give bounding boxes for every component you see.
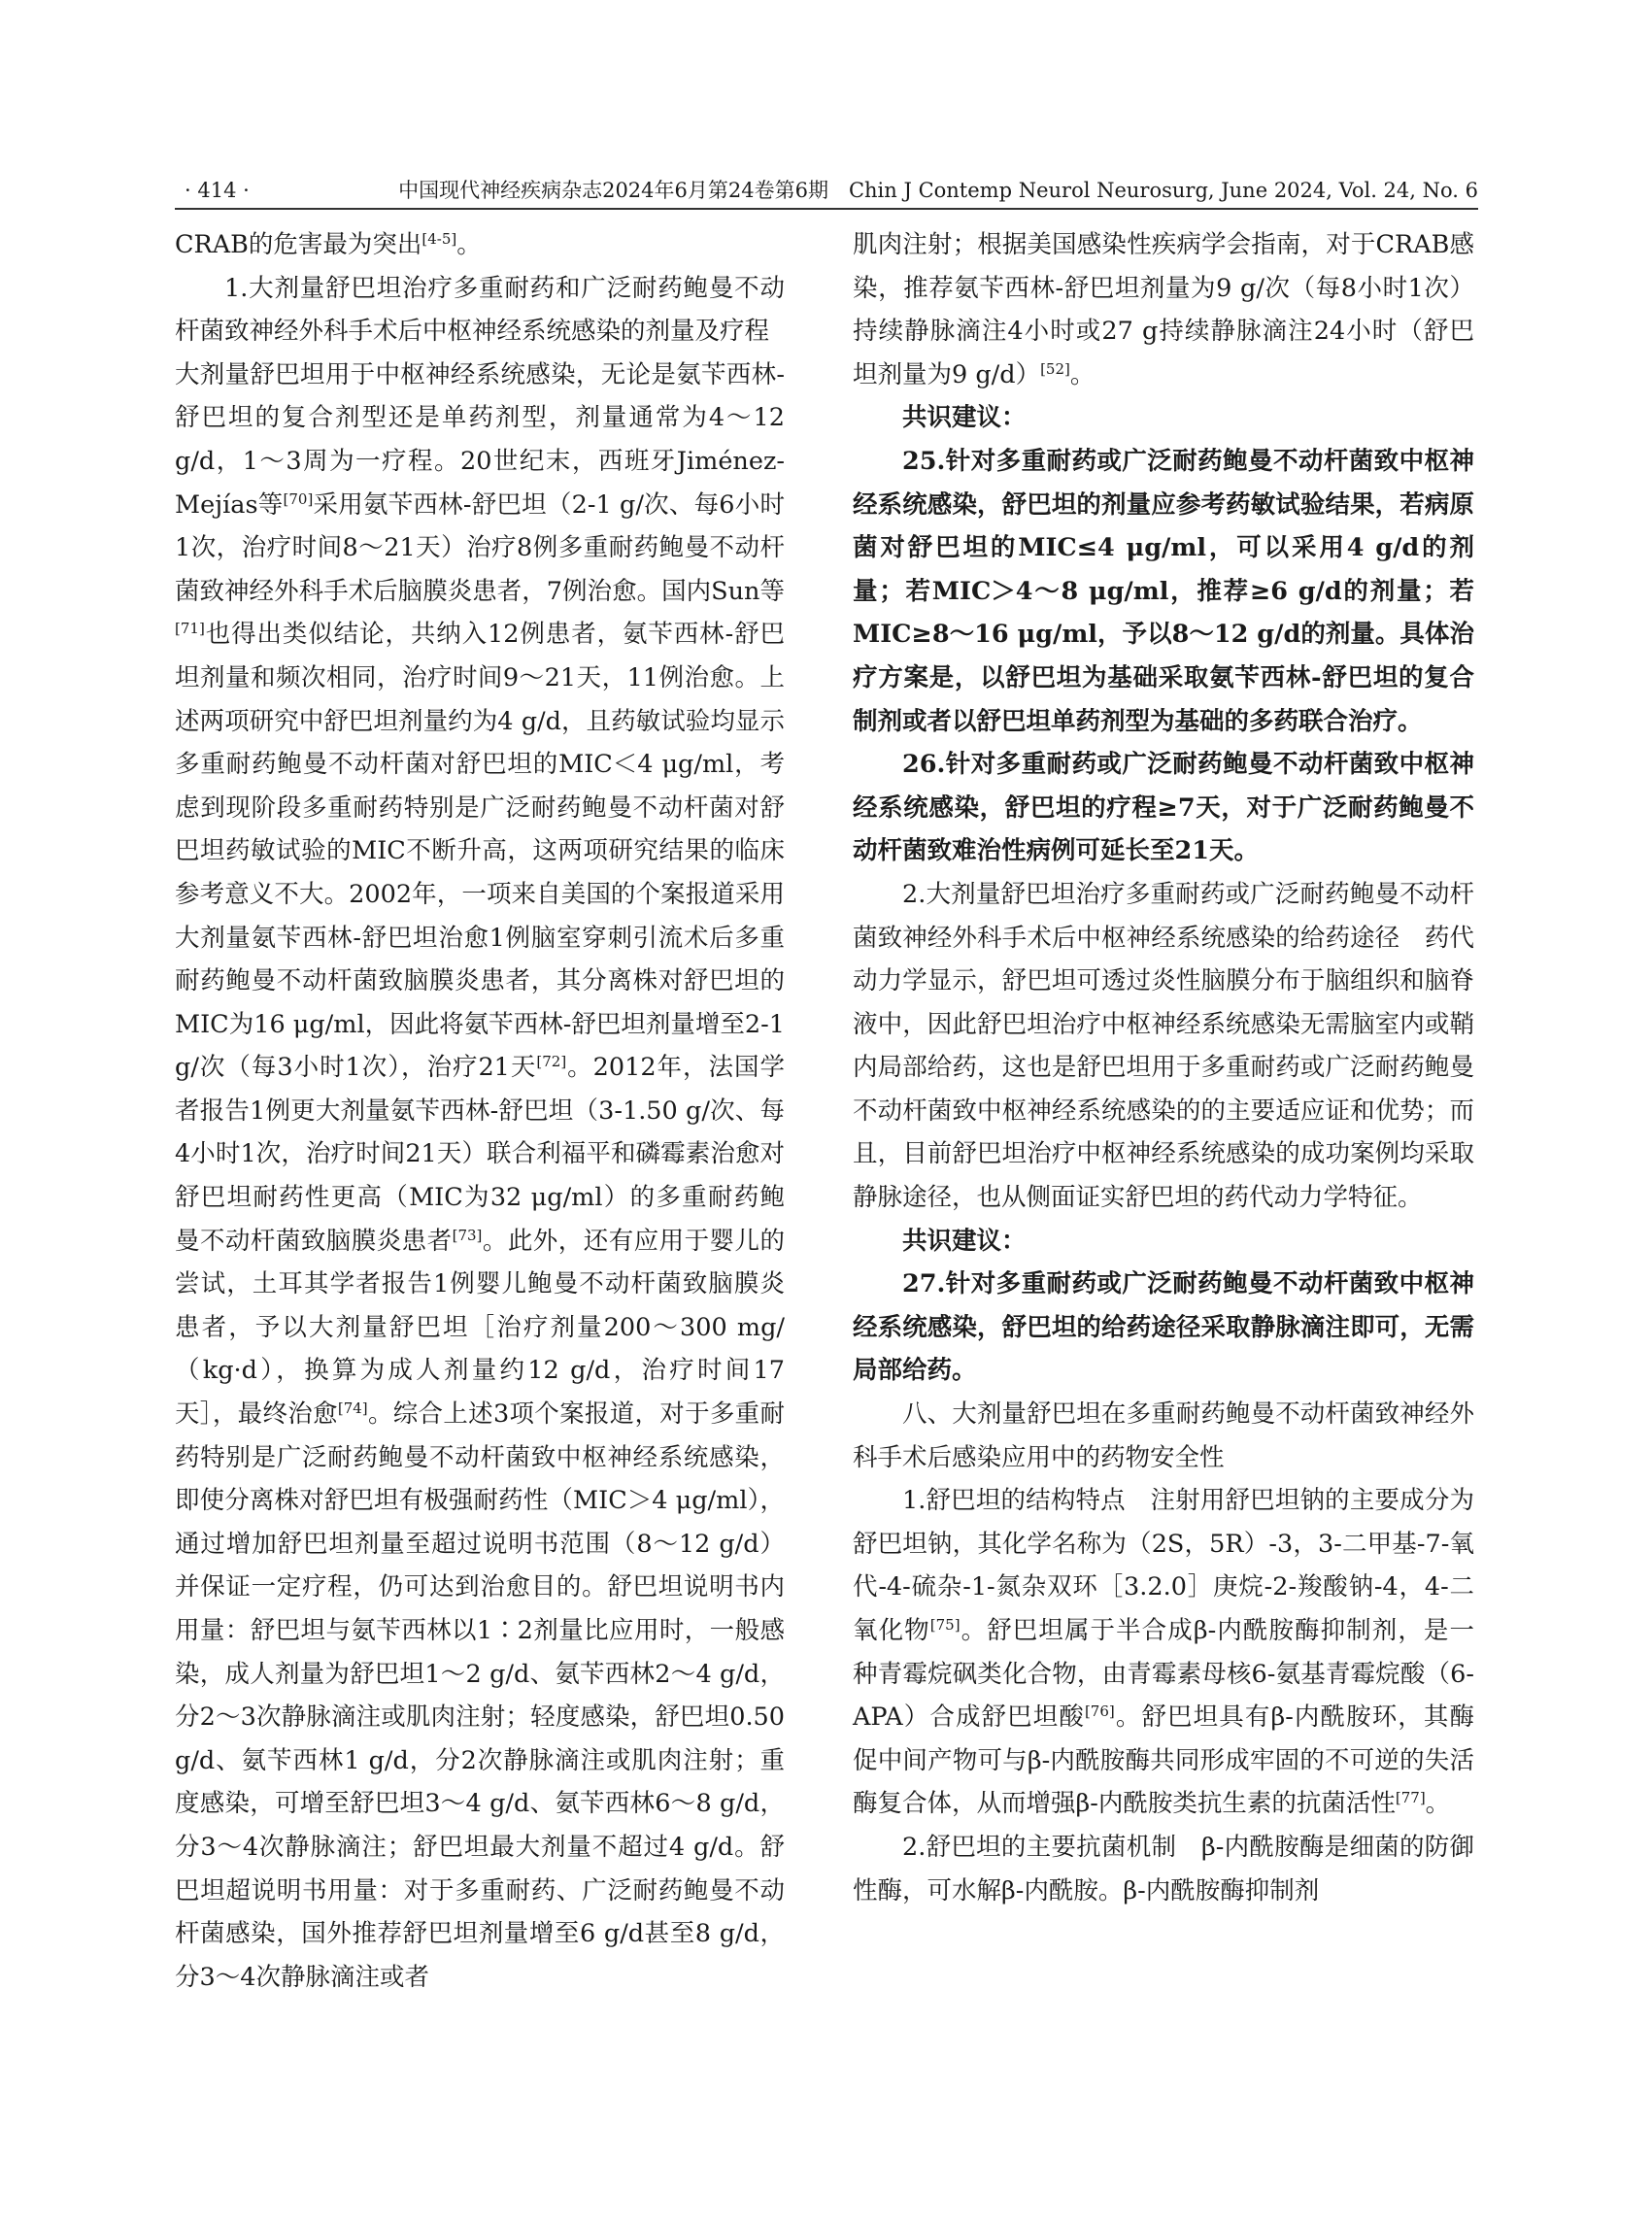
citation-ref: [70] bbox=[283, 489, 314, 508]
section-heading: 1.舒巴坦的结构特点 bbox=[902, 1486, 1126, 1516]
consensus-label: 共识建议： bbox=[902, 1226, 1027, 1256]
page-number: · 414 · bbox=[185, 179, 250, 202]
citation-ref: [4-5] bbox=[421, 230, 457, 248]
citation-ref: [75] bbox=[929, 1616, 961, 1634]
section-heading: 1.大剂量舒巴坦治疗多重耐药和广泛耐药鲍曼不动杆菌致神经外科手术后中枢神经系统感染的剂量及疗程 bbox=[175, 273, 785, 347]
section-heading: 2.大剂量舒巴坦治疗多重耐药或广泛耐药鲍曼不动杆菌致神经外科手术后中枢神经系统感染的给药途径 bbox=[853, 879, 1474, 953]
section-structure: 1.舒巴坦的结构特点 注射用舒巴坦钠的主要成分为舒巴坦钠，其化学名称为（2S，5R）-3，3-二甲基-7-氧代-4-硫杂-1-氮杂双环［3.2.0］庚烷-2-羧酸钠-4，4-二氧化物[75]。舒巴坦属于半合成β-内酰胺酶抑制剂，是一种青霉烷砜类化合物，由青霉素母核6-氨基青霉烷酸（6-APA）合成舒巴坦酸[76]。舒巴坦具有β-内酰胺环，其酶促中间产物可与β-内酰胺酶共同形成牢固的不可逆的失活酶复合体，从而增强β-内酰胺类抗生素的抗菌活性[77]。 bbox=[853, 1486, 1475, 1819]
recommendation-27: 27.针对多重耐药或广泛耐药鲍曼不动杆菌致中枢神经系统感染，舒巴坦的给药途径采取静脉滴注即可，无需局部给药。 bbox=[853, 1269, 1474, 1386]
citation-ref: [77] bbox=[1395, 1789, 1426, 1807]
left-column bbox=[175, 223, 794, 1999]
paragraph-continuation: CRAB的危害最为突出[4-5]。 bbox=[175, 230, 482, 259]
right-column bbox=[853, 223, 1474, 1912]
section-mechanism: 2.舒巴坦的主要抗菌机制 β-内酰胺酶是细菌的防御性酶，可水解β-内酰胺。β-内酰胺酶抑制剂 bbox=[853, 1832, 1474, 1905]
citation-ref: [52] bbox=[1040, 359, 1070, 378]
recommendation-26: 26.针对多重耐药或广泛耐药鲍曼不动杆菌致中枢神经系统感染，舒巴坦的疗程≥7天，对于广泛耐药鲍曼不动杆菌致难治性病例可延长至21天。 bbox=[853, 750, 1474, 866]
recommendation-25: 25.针对多重耐药或广泛耐药鲍曼不动杆菌致中枢神经系统感染，舒巴坦的剂量应参考药敏试验结果，若病原菌对舒巴坦的MIC≤4 μg/ml，可以采用4 g/d的剂量；若MIC＞4～8 μg/ml，推荐≥6 g/d的剂量；若MIC≥8～16 μg/ml，予以8～12 g/d的剂量。具体治疗方案是，以舒巴坦为基础采取氨苄西林-舒巴坦的复合制剂或者以舒巴坦单药剂型为基础的多药联合治疗。 bbox=[853, 446, 1474, 736]
section-heading: 2.舒巴坦的主要抗菌机制 bbox=[902, 1832, 1177, 1862]
journal-citation: 中国现代神经疾病杂志2024年6月第24卷第6期 Chin J Contemp Neurol Neurosurg, June 2024, Vol. 24, No. 6 bbox=[398, 179, 1478, 202]
running-header bbox=[175, 173, 1478, 210]
citation-ref: [73] bbox=[452, 1226, 483, 1244]
citation-ref: [71] bbox=[175, 620, 205, 638]
citation-ref: [76] bbox=[1084, 1702, 1115, 1721]
citation-ref: [72] bbox=[536, 1053, 567, 1071]
paragraph-continuation: 肌肉注射；根据美国感染性疾病学会指南，对于CRAB感染，推荐氨苄西林-舒巴坦剂量为9 g/次（每8小时1次）持续静脉滴注4小时或27 g持续静脉滴注24小时（舒巴坦剂量为9 g/d）[52]。 bbox=[853, 230, 1474, 389]
section-route: 2.大剂量舒巴坦治疗多重耐药或广泛耐药鲍曼不动杆菌致神经外科手术后中枢神经系统感染的给药途径 药代动力学显示，舒巴坦可透过炎性脑膜分布于脑组织和脑脊液中，因此舒巴坦治疗中枢神经系统感染无需脑室内或鞘内局部给药，这也是舒巴坦用于多重耐药或广泛耐药鲍曼不动杆菌致中枢神经系统感染的的主要适应证和优势；而且，目前舒巴坦治疗中枢神经系统感染的成功案例均采取静脉途径，也从侧面证实舒巴坦的药代动力学特征。 bbox=[853, 879, 1474, 1213]
citation-ref: [74] bbox=[337, 1399, 368, 1418]
consensus-label: 共识建议： bbox=[902, 403, 1027, 433]
section-dosage: 1.大剂量舒巴坦治疗多重耐药和广泛耐药鲍曼不动杆菌致神经外科手术后中枢神经系统感染的剂量及疗程 大剂量舒巴坦用于中枢神经系统感染，无论是氨苄西林-舒巴坦的复合剂型还是单药剂型，剂量通常为4～12 g/d，1～3周为一疗程。20世纪末，西班牙Jiménez-Mejías等[70]采用氨苄西林-舒巴坦（2-1 g/次、每6小时1次，治疗时间8～21天）治疗8例多重耐药鲍曼不动杆菌致神经外科手术后脑膜炎患者，7例治愈。国内Sun等[71]也得出类似结论，共纳入12例患者，氨苄西林-舒巴坦剂量和频次相同，治疗时间9～21天，11例治愈。上述两项研究中舒巴坦剂量约为4 g/d，且药敏试验均显示多重耐药鲍曼不动杆菌对舒巴坦的MIC＜4 μg/ml，考虑到现阶段多重耐药特别是广泛耐药鲍曼不动杆菌对舒巴坦药敏试验的MIC不断升高，这两项研究结果的临床参考意义不大。2002年，一项来自美国的个案报道采用大剂量氨苄西林-舒巴坦治愈1例脑室穿刺引流术后多重耐药鲍曼不动杆菌致脑膜炎患者，其分离株对舒巴坦的MIC为16 μg/ml，因此将氨苄西林-舒巴坦剂量增至2-1 g/次（每3小时1次），治疗21天[72]。2012年，法国学者报告1例更大剂量氨苄西林-舒巴坦（3-1.50 g/次、每4小时1次，治疗时间21天）联合利福平和磷霉素治愈对舒巴坦耐药性更高（MIC为32 μg/ml）的多重耐药鲍曼不动杆菌致脑膜炎患者[73]。此外，还有应用于婴儿的尝试，土耳其学者报告1例婴儿鲍曼不动杆菌致脑膜炎患者，予以大剂量舒巴坦［治疗剂量200～300 mg/（kg·d），换算为成人剂量约12 g/d，治疗时间17天］，最终治愈[74]。综合上述3项个案报道，对于多重耐药特别是广泛耐药鲍曼不动杆菌致中枢神经系统感染，即使分离株对舒巴坦有极强耐药性（MIC＞4 μg/ml），通过增加舒巴坦剂量至超过说明书范围（8～12 g/d）并保证一定疗程，仍可达到治愈目的。舒巴坦说明书内用量：舒巴坦与氨苄西林以1∶2剂量比应用时，一般感染，成人剂量为舒巴坦1～2 g/d、氨苄西林2～4 g/d，分2～3次静脉滴注或肌肉注射；轻度感染，舒巴坦0.50 g/d、氨苄西林1 g/d，分2次静脉滴注或肌肉注射；重度感染，可增至舒巴坦3～4 g/d、氨苄西林6～8 g/d，分3～4次静脉滴注；舒巴坦最大剂量不超过4 g/d。舒巴坦超说明书用量：对于多重耐药、广泛耐药鲍曼不动杆菌感染，国外推荐舒巴坦剂量增至6 g/d甚至8 g/d，分3～4次静脉滴注或者 bbox=[175, 273, 794, 1992]
section-heading-8: 八、大剂量舒巴坦在多重耐药鲍曼不动杆菌致神经外科手术后感染应用中的药物安全性 bbox=[853, 1399, 1474, 1472]
